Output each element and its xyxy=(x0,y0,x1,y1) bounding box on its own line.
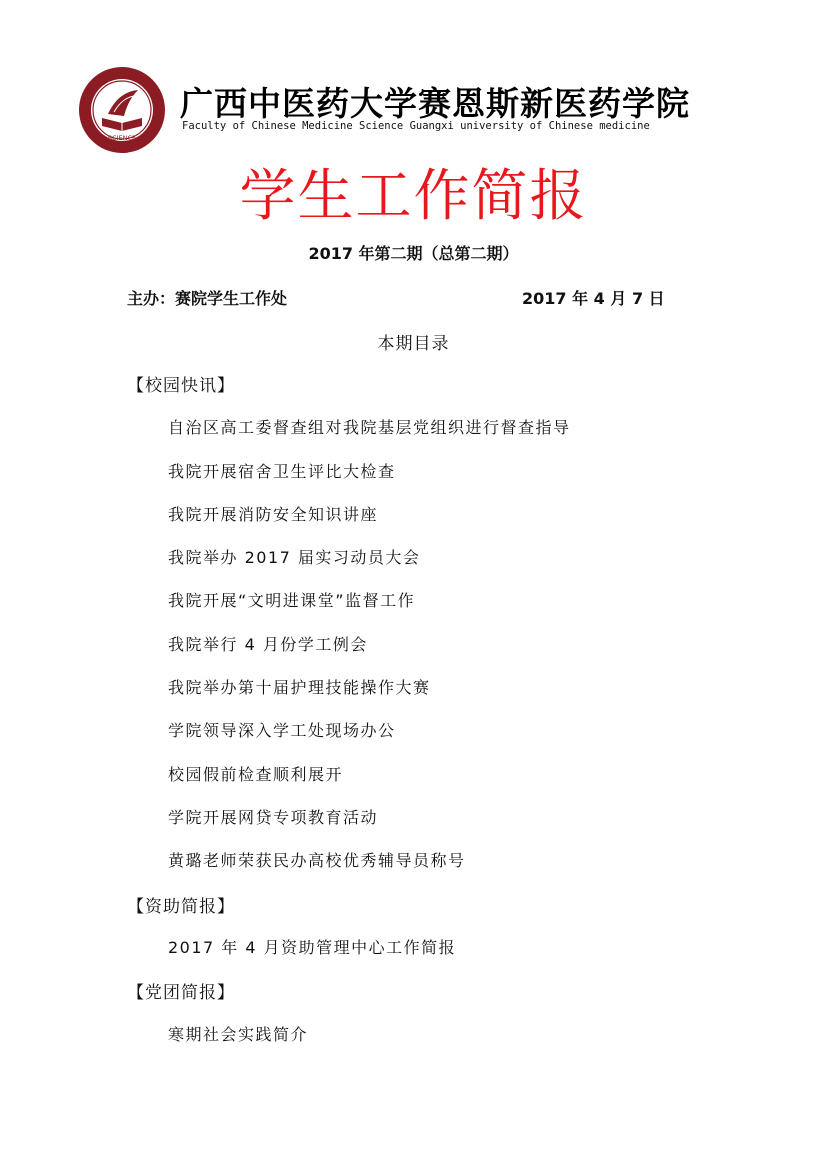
issue-number: 2017 年第二期（总第二期） xyxy=(308,244,519,263)
header xyxy=(78,66,778,156)
school-name-en: Faculty of Chinese Medicine Science Guangxi university of Chinese medicine xyxy=(182,120,650,132)
school-name: 广西中医药大学赛恩斯新医药学院 xyxy=(180,84,690,123)
toc-item[interactable]: 我院举办 2017 届实习动员大会 xyxy=(168,548,421,567)
school-seal-icon xyxy=(78,66,166,154)
toc-item[interactable]: 我院开展“文明进课堂”监督工作 xyxy=(168,591,416,610)
logo-text: SCIENCE xyxy=(107,134,137,142)
section-heading-campus: 【校园快讯】 xyxy=(127,376,235,396)
host-organization: 主办：赛院学生工作处 xyxy=(127,289,288,308)
toc-item[interactable]: 我院举办第十届护理技能操作大赛 xyxy=(168,678,431,697)
toc-item[interactable]: 学院开展网贷专项教育活动 xyxy=(168,808,379,827)
toc-title: 本期目录 xyxy=(377,334,450,354)
toc-item[interactable]: 2017 年 4 月资助管理中心工作简报 xyxy=(168,938,457,957)
toc-item[interactable]: 我院开展消防安全知识讲座 xyxy=(168,505,379,524)
page-title: 学生工作简报 xyxy=(239,164,588,229)
publish-date: 2017 年 4 月 7 日 xyxy=(522,289,665,308)
section-heading-party: 【党团简报】 xyxy=(127,983,235,1003)
toc-item[interactable]: 寒期社会实践简介 xyxy=(168,1025,309,1044)
section-heading-aid: 【资助简报】 xyxy=(127,897,235,917)
toc-item[interactable]: 学院领导深入学工处现场办公 xyxy=(168,721,396,740)
toc-item[interactable]: 我院举行 4 月份学工例会 xyxy=(168,635,368,654)
toc-item[interactable]: 黄璐老师荣获民办高校优秀辅导员称号 xyxy=(168,851,466,870)
toc-item[interactable]: 我院开展宿舍卫生评比大检查 xyxy=(168,462,396,481)
toc-item[interactable]: 自治区高工委督查组对我院基层党组织进行督查指导 xyxy=(168,418,571,437)
toc-item[interactable]: 校园假前检查顺利展开 xyxy=(168,765,344,784)
